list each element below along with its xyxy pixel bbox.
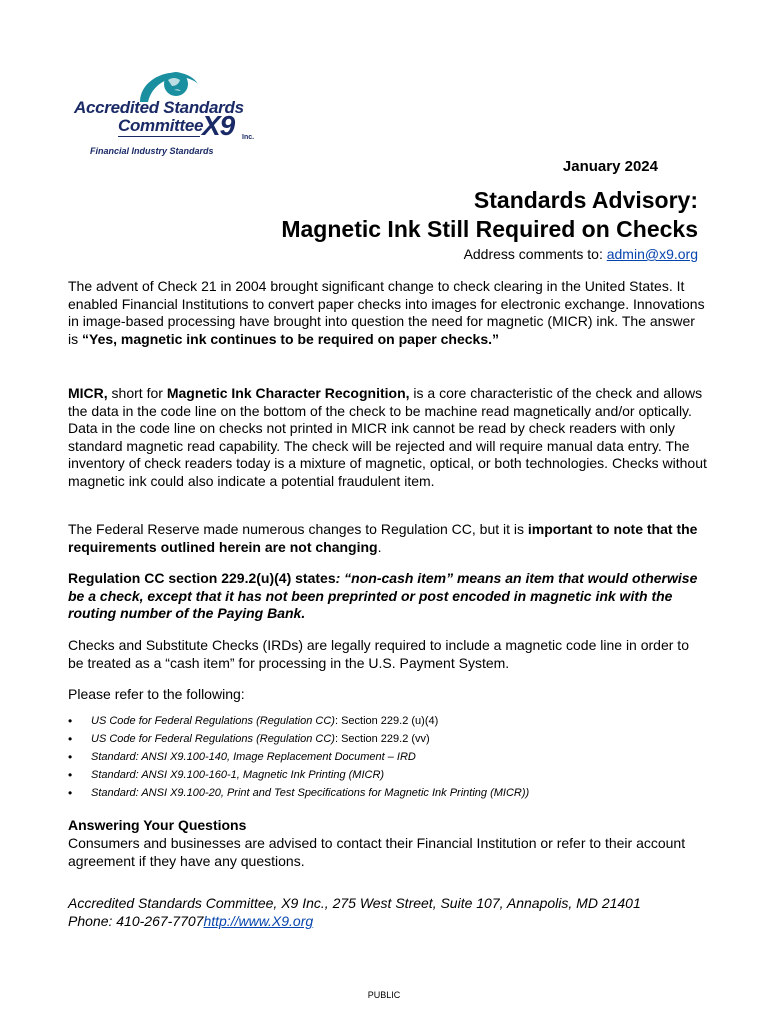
website-link[interactable]: http://www.X9.org — [203, 913, 314, 929]
email-link[interactable]: admin@x9.org — [606, 246, 698, 262]
reference-item: • US Code for Federal Regulations (Regulation CC): Section 229.2 (vv) — [68, 730, 529, 748]
fed-bold: important to note that the requirements outlined herein are not changing — [68, 521, 698, 555]
reference-item: • Standard: ANSI X9.100-140, Image Replacement Document – IRD — [68, 748, 529, 766]
intro-text: The advent of Check 21 in 2004 brought significant change to check clearing in the United States. It enabled Financial Institutions to convert paper checks into images for electronic exchange. Innovations in image-based processing have brought into question the need for magnetic (MICR) ink. The answer is — [68, 278, 705, 347]
micr-mid: short for — [107, 385, 167, 401]
footer-address: Accredited Standards Committee, X9 Inc., 275 West Street, Suite 107, Annapolis, MD 21401 — [68, 895, 641, 911]
x9-logo — [74, 62, 264, 162]
micr-term: MICR, — [68, 385, 108, 401]
logo-line2: Committee — [118, 116, 204, 135]
reference-item: • Standard: ANSI X9.100-160-1, Magnetic Ink Printing (MICR) — [68, 766, 529, 784]
answers-text: Consumers and businesses are advised to contact their Financial Institution or refer to their account agreement if they have any questions. — [68, 835, 686, 869]
document-date: January 2024 — [562, 158, 658, 175]
classification-label: PUBLIC — [367, 990, 401, 1000]
reference-list — [68, 712, 529, 802]
reference-item: • Standard: ANSI X9.100-20, Print and Test Specifications for Magnetic Ink Printing (MICR)) — [68, 784, 529, 802]
address-comments — [464, 246, 698, 262]
footer-contact — [68, 894, 641, 930]
answers-heading: Answering Your Questions — [68, 817, 247, 833]
logo-line1: Accredited Standards — [74, 98, 244, 117]
regulation-label: Regulation CC section 229.2(u)(4) states — [68, 570, 336, 586]
paragraph-substitute-checks: Checks and Substitute Checks (IRDs) are legally required to include a magnetic code line in order to be treated as a “cash item” for processing in the U.S. Payment System. — [68, 637, 689, 671]
fed-text: The Federal Reserve made numerous changes to Regulation CC, but it is — [68, 521, 528, 537]
paragraph-federal-reserve — [68, 521, 708, 556]
paragraph-regulation — [68, 570, 708, 623]
micr-definition: Magnetic Ink Character Recognition, — [166, 385, 410, 401]
title-line2: Magnetic Ink Still Required on Checks — [281, 216, 698, 242]
title-line1: Standards Advisory: — [473, 187, 698, 213]
address-prefix: Address comments to: — [463, 246, 607, 262]
document-title — [281, 186, 698, 244]
paragraph-micr — [68, 385, 708, 490]
reference-item: • US Code for Federal Regulations (Regulation CC): Section 229.2 (u)(4) — [68, 712, 529, 730]
logo-inc: Inc. — [242, 134, 255, 141]
logo-mark: X9 — [202, 110, 235, 141]
micr-text: is a core characteristic of the check and allows the data in the code line on the bottom of the check to be machine read magnetically and/or optically. Data in the code line on checks not printed in MICR ink cannot be read by check readers with only standard magnetic read capability. The check will be rejected and will require manual data entry. The inventory of check readers today is a mixture of magnetic, optical, or both technologies. Checks without magnetic ink could also indicate a potential fraudulent item. — [68, 385, 707, 489]
logo-rule — [118, 136, 200, 137]
footer-phone: Phone: 410-267-7707 — [68, 913, 204, 929]
footer-phone-line — [68, 912, 641, 930]
regulation-quote: : “non-cash item” means an item that would otherwise be a check, except that it has not been preprinted or post encoded in magnetic ink with the routing number of the Paying Bank. — [68, 570, 698, 621]
paragraph-refer: Please refer to the following: — [68, 686, 245, 702]
intro-answer: “Yes, magnetic ink continues to be required on paper checks.” — [82, 330, 500, 347]
logo-tagline: Financial Industry Standards — [90, 146, 214, 156]
fed-end: . — [377, 538, 382, 555]
paragraph-intro — [68, 278, 708, 348]
